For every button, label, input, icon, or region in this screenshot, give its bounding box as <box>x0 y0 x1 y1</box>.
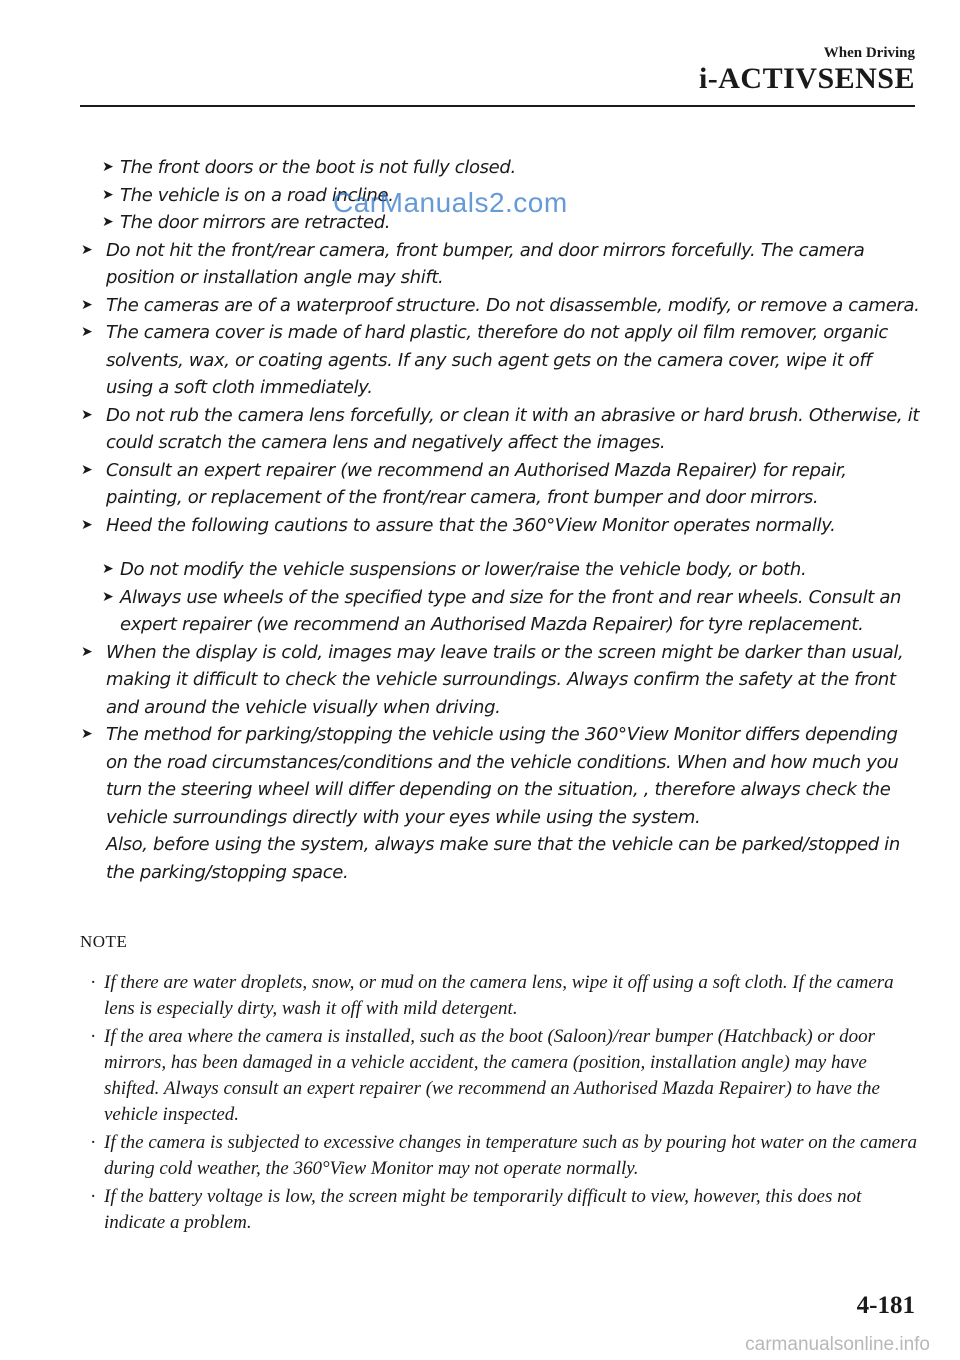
arrow-bullet-icon: ➤ <box>81 461 93 478</box>
chapter-title: i-ACTIVSENSE <box>698 62 915 95</box>
dot-bullet-icon: · <box>90 972 97 993</box>
section-label: When Driving <box>823 45 915 61</box>
arrow-bullet-icon: ➤ <box>81 296 93 313</box>
note-item: · If the area where the camera is installed, such as the boot (Saloon)/rear bumper (Hatchback) or door mirrors, has been damaged in a vehicle accident, the camera (position, installation angle) may have shifted. Always consult an expert repairer (we recommend an Authorised Mazda Repairer) to have the vehicle inspected. <box>90 1026 880 1125</box>
caution-item: ➤ The camera cover is made of hard plastic, therefore do not apply oil film remover, organic solvents, wax, or coating agents. If any such agent gets on the camera cover, wipe it off using a soft cloth immediately. <box>78 319 923 402</box>
caution-item: ➤ Do not modify the vehicle suspensions or lower/raise the vehicle body, or both. <box>104 556 923 584</box>
arrow-bullet-icon: ➤ <box>102 159 114 175</box>
caution-item: ➤ The vehicle is on a road incline. <box>104 182 923 210</box>
dot-bullet-icon: · <box>90 1026 97 1047</box>
caution-item: ➤ Do not hit the front/rear camera, front bumper, and door mirrors forcefully. The camera position or installation angle may shift. <box>78 237 923 292</box>
arrow-bullet-icon: ➤ <box>81 324 93 340</box>
arrow-bullet-icon: ➤ <box>81 516 93 533</box>
caution-item: ➤ Do not rub the camera lens forcefully, or clean it with an abrasive or hard brush. Otherwise, it could scratch the camera lens and negatively affect the images. <box>78 402 923 457</box>
arrow-bullet-icon: ➤ <box>102 561 114 577</box>
dot-bullet-icon: · <box>90 1132 97 1153</box>
caution-item: ➤ The front doors or the boot is not fully closed. <box>104 154 923 182</box>
caution-item: ➤ When the display is cold, images may leave trails or the screen might be darker than usual, making it difficult to check the vehicle surroundings. Always confirm the safety at the front and around the vehicle visually when driving. <box>78 639 923 722</box>
arrow-bullet-icon: ➤ <box>81 406 93 423</box>
watermark-footer: carmanualsonline.info <box>745 1334 930 1355</box>
dot-bullet-icon: · <box>90 1186 97 1207</box>
caution-item: ➤ Consult an expert repairer (we recommend an Authorised Mazda Repairer) for repair, painting, or replacement of the front/rear camera, front bumper and door mirrors. <box>78 457 923 512</box>
caution-item-continuation: Also, before using the system, always make sure that the vehicle can be parked/stopped in the parking/stopping space. <box>106 834 900 883</box>
arrow-bullet-icon: ➤ <box>81 726 93 742</box>
caution-item: ➤ The method for parking/stopping the vehicle using the 360°View Monitor differs depending on the road circumstances/conditions and the vehicle conditions. When and how much you turn the steering wheel will differ depending on the situation, , therefore always check the vehicle surroundings directly with your eyes while using the system. Also, before using the system, always make sure that the vehicle can be parked/stopped in the parking/stopping space. <box>78 721 923 886</box>
note-item: · If the camera is subjected to excessive changes in temperature such as by pouring hot water on the camera during cold weather, the 360°View Monitor may not operate normally. <box>90 1132 917 1179</box>
caution-list <box>78 154 923 886</box>
caution-item: ➤ The door mirrors are retracted. <box>104 209 923 237</box>
arrow-bullet-icon: ➤ <box>81 643 93 660</box>
page-number: 4-181 <box>856 1292 915 1319</box>
note-list <box>90 970 924 1238</box>
note-heading: NOTE <box>80 932 128 951</box>
arrow-bullet-icon: ➤ <box>102 214 114 230</box>
header-divider <box>80 105 915 107</box>
arrow-bullet-icon: ➤ <box>102 186 114 203</box>
arrow-bullet-icon: ➤ <box>81 241 93 258</box>
arrow-bullet-icon: ➤ <box>102 588 114 605</box>
caution-item: ➤ Always use wheels of the specified type and size for the front and rear wheels. Consult an expert repairer (we recommend an Authorised Mazda Repairer) for tyre replacement. <box>104 584 923 639</box>
page-header <box>699 44 915 96</box>
note-item: · If the battery voltage is low, the screen might be temporarily difficult to view, however, this does not indicate a problem. <box>90 1186 862 1233</box>
watermark-logo: CarManuals2.com <box>333 187 568 218</box>
caution-item: ➤ The cameras are of a waterproof structure. Do not disassemble, modify, or remove a camera. <box>78 292 923 320</box>
caution-item: ➤ Heed the following cautions to assure that the 360°View Monitor operates normally. <box>78 512 923 540</box>
note-item: · If there are water droplets, snow, or mud on the camera lens, wipe it off using a soft cloth. If the camera lens is especially dirty, wash it off with mild detergent. <box>90 972 894 1019</box>
